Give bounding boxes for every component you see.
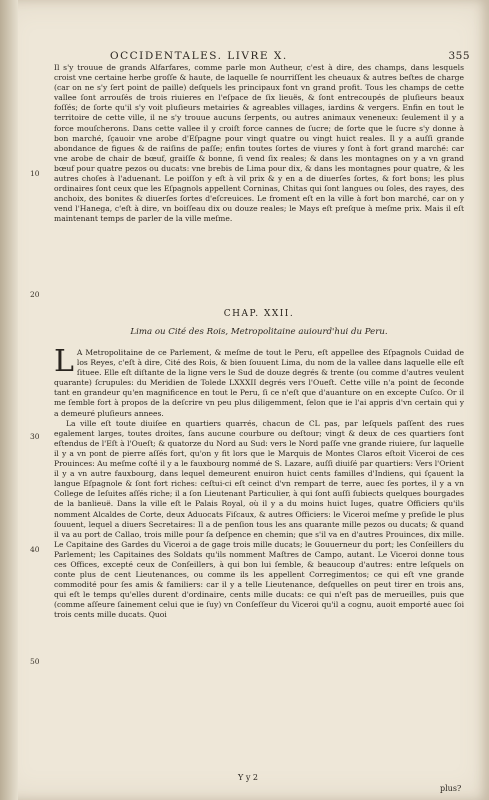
text-block-2 — [54, 344, 464, 621]
text-block-1 — [54, 63, 464, 225]
line-number-40: 40 — [30, 545, 40, 554]
chapter-heading: CHAP. XXII. — [223, 309, 295, 319]
page-number: 355 — [448, 50, 470, 62]
chapter-subtitle-text: Lima ou Cité des Rois, Metropolitaine auiourd'hui du Peru. — [130, 327, 388, 337]
line-number-10: 10 — [30, 169, 40, 178]
page-gutter — [0, 0, 18, 800]
running-head-title: OCCIDENTALES. LIVRE X. — [110, 50, 288, 62]
running-head — [110, 50, 470, 62]
paragraph: Il s'y trouue de grands Alfarfares, comme parle mon Autheur, c'est à dire, des champs, dans lesquels croist vne certaine herbe groſſe & haute, de laquelle ſe nourriſſent les cheuaux & autres beſtes de charge (car on ne s'y ſert point de paille) deſquels les principaux font vn grand profit. Tous les champs de cette vallee ſont arrouſés de trois riuieres en l'eſpace de ſix lieuës, & ſont entrecoupés de pluſieurs beaux foſſés; de ſorte qu'il s'y voit pluſieurs metairies & agreables villages, iardins & vergers. Enfin en tout le territoire de cette ville, il ne s'y trouue aucuns ſerpents, ou autres animaux veneneux: ſeulement il y a force mouſcherons. Dans cette vallee il y croiſt force cannes de ſucre; de ſorte que le ſucre s'y donne à bon marché, ſçauoir vne arobe d'Eſpagne pour vingt quatre ou vingt huict reales. Il y a auſſi grande abondance de figues & de raiſins de paſſe; enfin toutes ſortes de viures y ſont à fort grand marché: car vne arobe de chair de bœuf, graiſſe & bonne, ſi vend ſix reales; & dans les montagnes on y a vn grand bœuf pour quatre pezos ou ducats: vne brebis de Lima pour dix, & dans les montagnes pour quatre, & les autres choſes à l'aduenant. Le poiſſon y eſt à vil prix & y en a de diuerſes ſortes, & fort bons; les plus ordinaires ſont ceux que les Eſpagnols appellent Corninas, Chitas qui ſont langues ou ſoles, des rayes, des anchoix, des bonites & diuerſes ſortes d'eſcreuices. Le froment eſt en la ville à fort bon marché, car on y vend l'Hanega, c'eſt à dire, vn boiſſeau dix ou douze reales; le Mays eſt preſque à meſme prix. Mais il eſt maintenant temps de parler de la ville meſme. — [54, 63, 464, 224]
paragraph-with-dropcap — [54, 344, 464, 419]
catchword: plus? — [440, 784, 462, 793]
chapter-subtitle — [54, 327, 464, 337]
line-number-30: 30 — [30, 432, 40, 441]
line-number-50: 50 — [30, 657, 40, 666]
signature-mark: Y y 2 — [238, 773, 258, 782]
line-number-20: 20 — [30, 290, 40, 299]
drop-cap: L — [54, 344, 74, 379]
paragraph: La ville eſt toute diuiſee en quartiers quarrés, chacun de CL pas, par leſquels paſſent des rues egalement larges, toutes droites, ſans aucune courbure ou deſtour; vingt & deux de ces quartiers ſont eſtendus de l'Eſt à l'Oueſt; & quatorze du Nord au Sud: vers le Nord paſſe vne grande riuiere, ſur laquelle il y a vn pont de pierre aſſés fort, qu'on y fit lors que le Marquis de Montes Claros eſtoit Viceroi de ces Prouinces: Au meſme coſté il y a le fauxbourg nommé de S. Lazare, auſſi diuiſé par quartiers: Vers l'Orient il y a vn autre fauxbourg, dans lequel demeurent enuiron huict cents familles d'Indiens, qui ſçauent la langue Eſpagnole & ſont fort riches: ceſtui-ci eſt ceinct d'vn rempart de terre, auec ſes portes, il y a vn College de Ieſuites aſſés riche; il a ſon Lieutenant Particulier, à qui ſont auſſi ſubiects quelques bourgades de la banlieuë. Dans la ville eſt le Palais Royal, où il y a du moins huict Iuges, quatre Officiers qu'ils nomment Alcaldes de Corte, deux Aduocats Fiſcaux, & autres Officiers: le Viceroi meſme y preſide le plus ſouuent, lequel a diuers Secretaires: Il a de penſion tous les ans quarante mille pezos ou ducats; & quand il va au port de Callao, trois mille pour ſa deſpence en chemin; que s'il va en d'autres Prouinces, dix mille. Le Capitaine des Gardes du Viceroi a de gage trois mille ducats; le Gouuerneur du port; les Conſeillers du Parlement; les Capitaines des Soldats qu'ils nomment Maſtres de Campo, autant. Le Viceroi donne tous ces Offices, excepté ceux de Conſeillers, à qui bon lui ſemble, & beaucoup d'autres: entre leſquels on conte plus de cent Lieutenances, ou comme ils les appellent Corregimentos; ce qui eſt vne grande commodité pour ſes amis & familiers: car il y a telle Lieutenance, deſquelles on peut tirer en trois ans, qui eſt le temps qu'elles durent d'ordinaire, cents mille ducats: ce qui n'eſt pas de merueilles, puis que (comme aſſeure ſainement celui que ie ſuy) vn Conſeſſeur du Viceroi qu'il a cognu, auoit emporté auec ſoi trois cents mille ducats. Quoi — [54, 418, 464, 620]
paragraph-text: A Metropolitaine de ce Parlement, & meſme de tout le Peru, eſt appellee des Eſpagnols Cuidad de los Reyes, c'eſt à dire, Cité des Rois, & bien ſouuent Lima, du nom de la vallee dans laquelle elle eſt ſituee. Elle eſt diſtante de la ligne vers le Sud de douze degrés & trente (ou comme d'autres veulent quarante) ſcrupules: du Meridien de Tolede LXXXII degrés vers l'Oueſt. Cette ville n'a point de ſeconde tant en grandeur qu'en magnificence en tout le Peru, ſi ce n'eſt que d'auanture on en excepte Cuſco. Or il me ſemble fort à propos de la deſcrire vn peu plus diligemment, ſelon que ie l'ai appris d'vn certain qui y a demeuré pluſieurs annees. — [54, 348, 464, 418]
